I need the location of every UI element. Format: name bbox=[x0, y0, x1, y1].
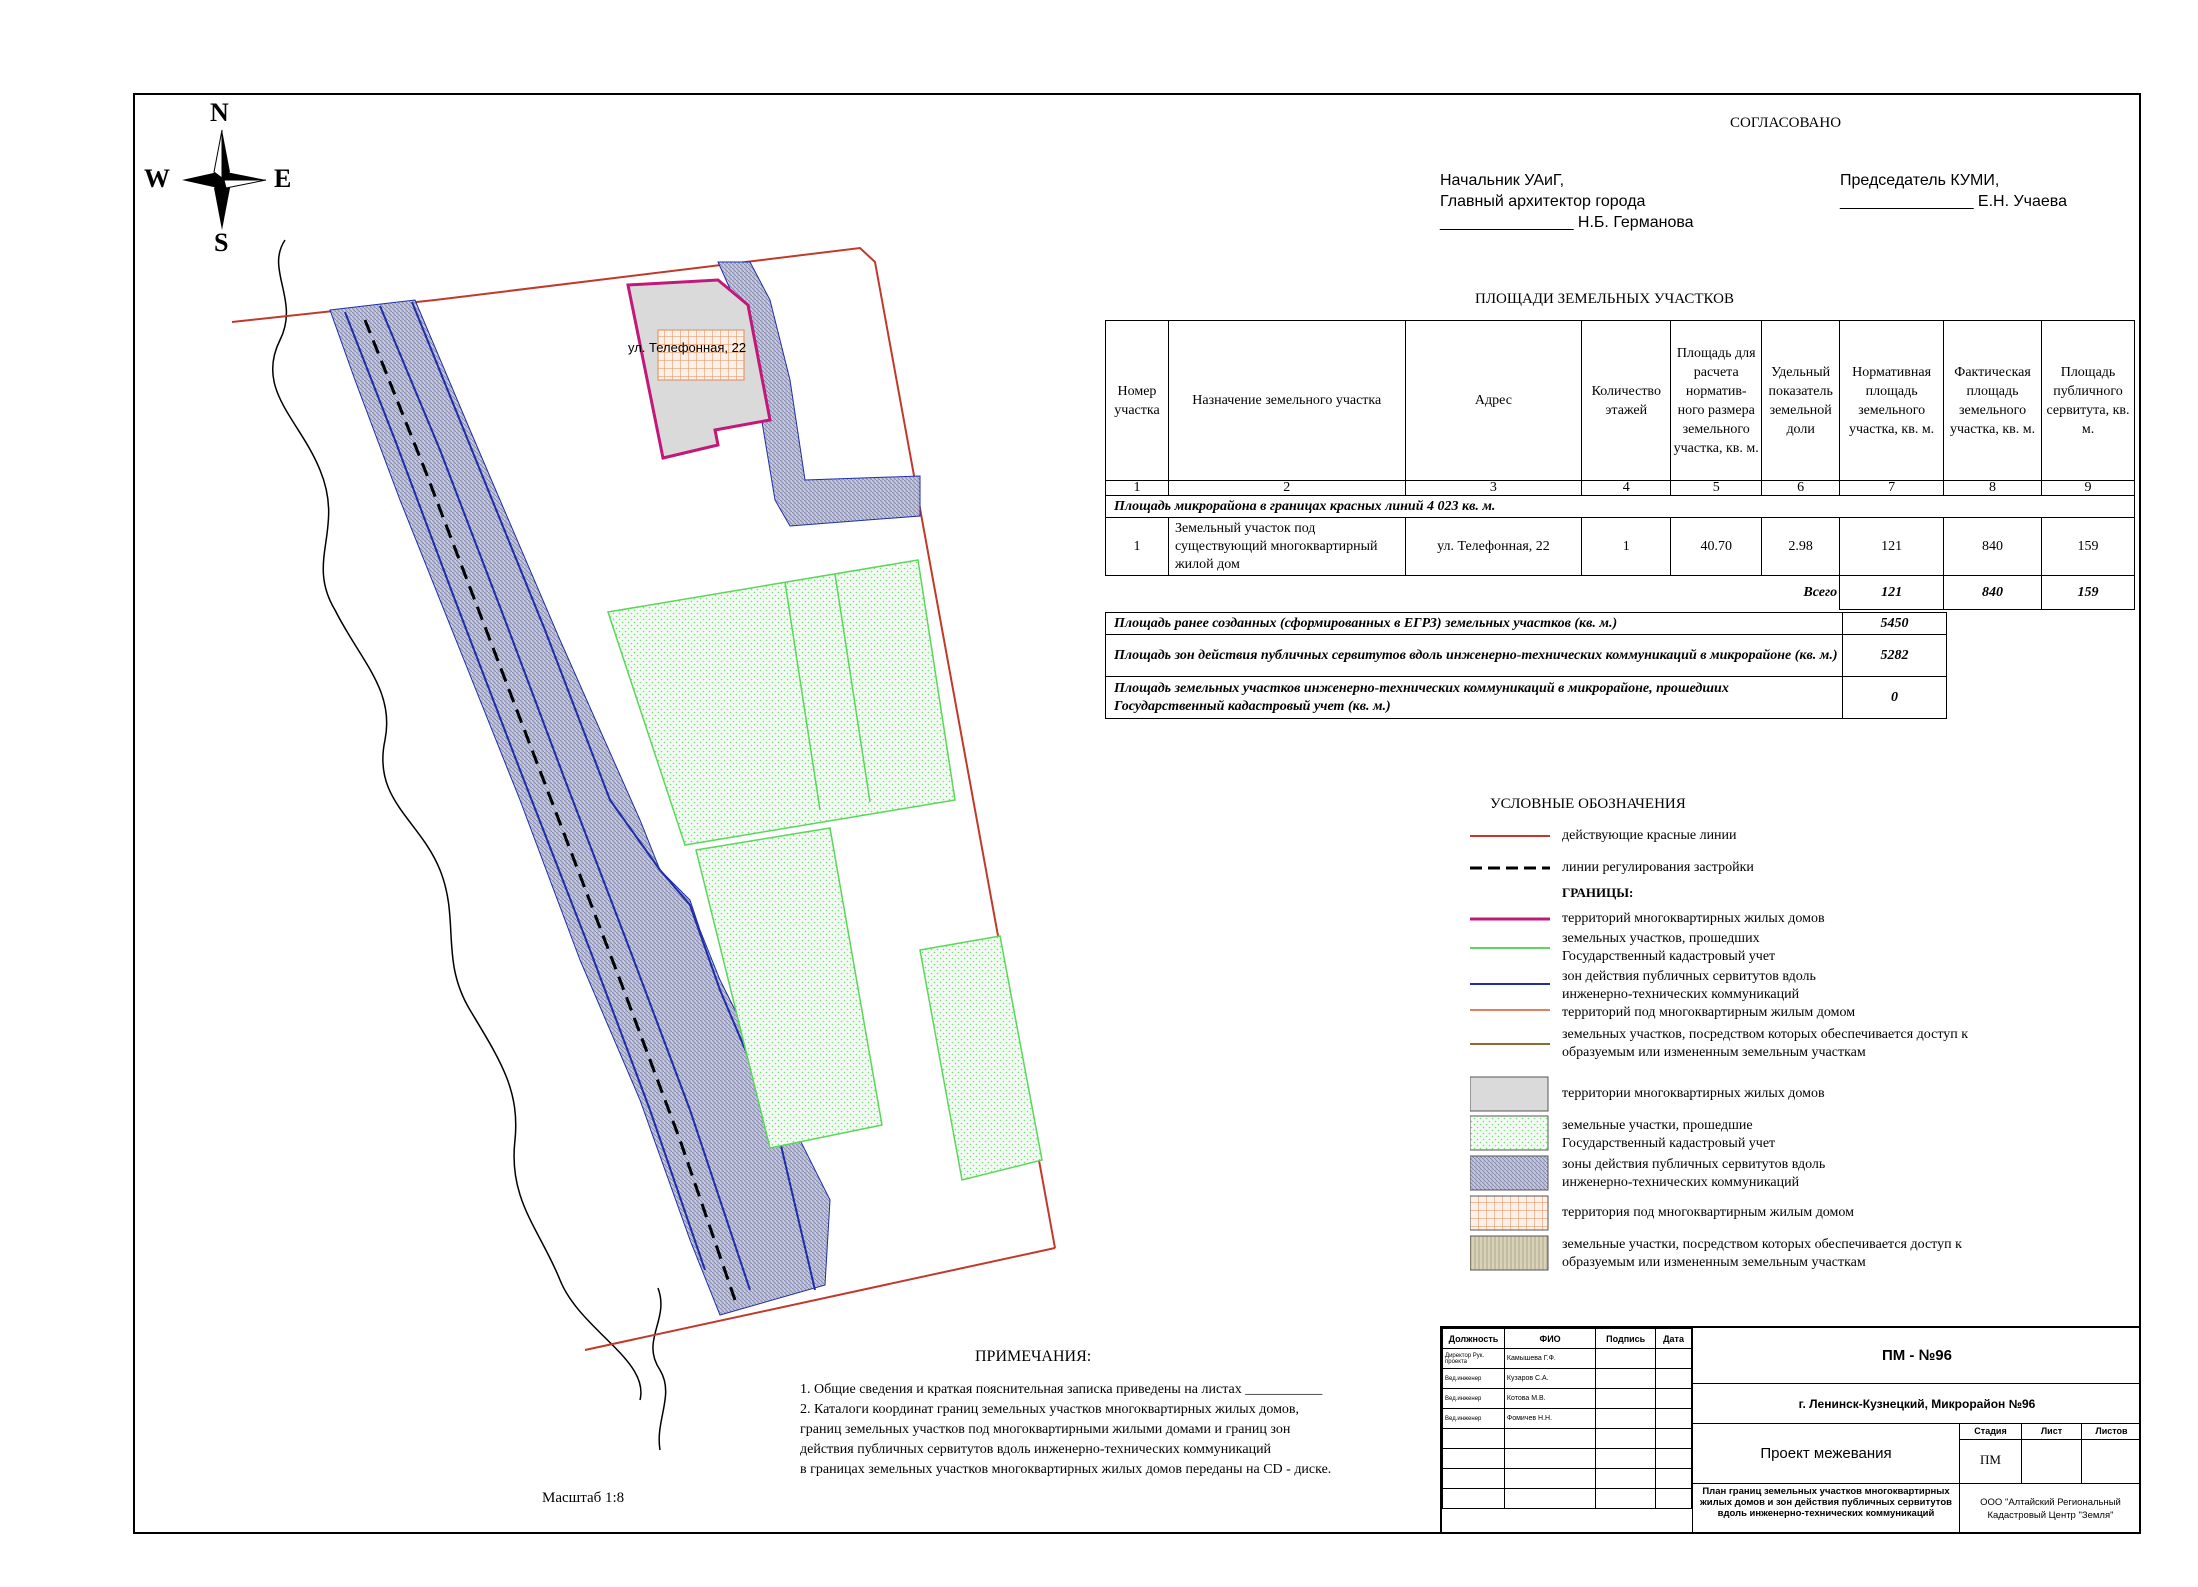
micro-area: Площадь микрорайона в границах красных линий 4 023 кв. м. bbox=[1106, 496, 2135, 518]
stage-header: Листов bbox=[2081, 1424, 2141, 1440]
organization: ООО "Алтайский Региональный Кадастровый Центр "Земля" bbox=[1959, 1484, 2141, 1534]
compass-s: S bbox=[214, 228, 229, 257]
col-number: 7 bbox=[1840, 481, 1944, 496]
legend-red-lines: действующие красные линии bbox=[1562, 828, 1737, 843]
stamp-signatures bbox=[1442, 1328, 1692, 1509]
location-cell bbox=[1692, 1384, 2141, 1424]
col-number: 4 bbox=[1582, 481, 1671, 496]
legend-border-item: территорий многоквартирных жилых домов bbox=[1562, 911, 1825, 926]
summary-value: 5282 bbox=[1843, 635, 1947, 677]
note-line: в границах земельных участков многоквартирных жилых домов переданы на CD - диске. bbox=[800, 1462, 1332, 1477]
summary-label: Площадь земельных участков инженерно-технических коммуникаций в микрорайоне, прошедших Государственный кадастровый учет (кв. м.) bbox=[1106, 677, 1843, 719]
table-row bbox=[1106, 518, 2135, 576]
total-norm: 121 bbox=[1840, 576, 1944, 610]
notes-title: ПРИМЕЧАНИЯ: bbox=[975, 1348, 1092, 1365]
summary-label: Площадь ранее созданных (сформированных в ЕГРЗ) земельных участков (кв. м.) bbox=[1106, 613, 1843, 635]
sheet-value bbox=[2021, 1440, 2081, 1484]
compass-rose bbox=[140, 100, 310, 260]
col-number: 1 bbox=[1106, 481, 1169, 496]
summary-value: 0 bbox=[1843, 677, 1947, 719]
stamp-header: Дата bbox=[1656, 1329, 1692, 1349]
note-line: 1. Общие сведения и краткая пояснительная записка приведены на листах ___________ bbox=[800, 1382, 1323, 1397]
project-title: Проект межевания bbox=[1760, 1445, 1892, 1462]
summary-row bbox=[1106, 613, 1947, 635]
sheets-value bbox=[2081, 1440, 2141, 1484]
legend-regulation-lines: линии регулирования застройки bbox=[1562, 860, 1754, 875]
legend-fill-item: земельные участки, посредством которых обеспечивается доступ к образуемым или измененным земельным участкам bbox=[1562, 1237, 1962, 1270]
legend bbox=[1470, 826, 2090, 1286]
stage-header: Стадия bbox=[1959, 1424, 2021, 1440]
cell-servitude: 159 bbox=[2042, 518, 2135, 576]
stage-cell bbox=[1959, 1424, 2141, 1484]
summary-value: 5450 bbox=[1843, 613, 1947, 635]
legend-fill-item: земельные участки, прошедшие Государственный кадастровый учет bbox=[1562, 1118, 1776, 1151]
col-number: 3 bbox=[1405, 481, 1582, 496]
approval-right-line: _______________ Е.Н. Учаева bbox=[1840, 193, 2067, 210]
cell-fact-area: 840 bbox=[1944, 518, 2042, 576]
summary-label: Площадь зон действия публичных сервитутов вдоль инженерно-технических коммуникаций в микрорайоне (кв. м.) bbox=[1106, 635, 1843, 677]
cell-ratio: 2.98 bbox=[1762, 518, 1840, 576]
legend-border-item: зон действия публичных сервитутов вдоль инженерно-технических коммуникаций bbox=[1562, 969, 1816, 1002]
table-header-row bbox=[1106, 321, 2135, 481]
river-right-bank bbox=[653, 1288, 666, 1450]
cell-floors: 1 bbox=[1582, 518, 1671, 576]
doc-code-cell bbox=[1692, 1328, 2141, 1384]
approval-left-line: Начальник УАиГ, bbox=[1440, 172, 1565, 189]
approval-title: СОГЛАСОВАНО bbox=[1730, 115, 1842, 131]
stage-header: Лист bbox=[2021, 1424, 2081, 1440]
total-servitude: 159 bbox=[2042, 576, 2135, 610]
location: г. Ленинск-Кузнецкий, Микрорайон №96 bbox=[1798, 1396, 2036, 1411]
col-number: 5 bbox=[1671, 481, 1762, 496]
cell-address: ул. Телефонная, 22 bbox=[1405, 518, 1582, 576]
col-header: Номер участка bbox=[1106, 321, 1169, 481]
approval-left bbox=[1440, 170, 1694, 233]
total-fact: 840 bbox=[1944, 576, 2042, 610]
approval-right bbox=[1840, 170, 2067, 212]
legend-swatches bbox=[1470, 826, 1560, 1286]
stamp-role: Директор Рук. проекта bbox=[1443, 1349, 1505, 1369]
stamp-person: Камышева Г.Ф. bbox=[1504, 1349, 1595, 1369]
col-header: Количество этажей bbox=[1582, 321, 1671, 481]
notes-body bbox=[800, 1380, 1331, 1480]
approval-right-line: Председатель КУМИ, bbox=[1840, 172, 2000, 189]
legend-fill-item: зоны действия публичных сервитутов вдоль инженерно-технических коммуникаций bbox=[1562, 1157, 1826, 1190]
stamp-person: Котова М.В. bbox=[1504, 1389, 1595, 1409]
stamp-role: Вед.инженер bbox=[1443, 1369, 1505, 1389]
compass-w: W bbox=[144, 164, 170, 193]
title-block bbox=[1440, 1326, 2141, 1534]
col-header: Фактическая площадь земельного участка, кв. м. bbox=[1944, 321, 2042, 481]
compass-e: E bbox=[274, 164, 292, 193]
legend-title: УСЛОВНЫЕ ОБОЗНАЧЕНИЯ bbox=[1490, 796, 1686, 812]
stamp-header: ФИО bbox=[1504, 1329, 1595, 1349]
address-label: ул. Телефонная, 22 bbox=[628, 340, 747, 355]
stamp-header: Должность bbox=[1443, 1329, 1505, 1349]
col-number: 2 bbox=[1168, 481, 1405, 496]
legend-border-item: земельных участков, посредством которых обеспечивается доступ к образуемым или измененным земельным участкам bbox=[1562, 1027, 1969, 1060]
stamp-header: Подпись bbox=[1596, 1329, 1656, 1349]
stamp-person: Фомичев Н.Н. bbox=[1504, 1409, 1595, 1429]
approval-left-line: Главный архитектор города bbox=[1440, 193, 1646, 210]
note-line: 2. Каталоги координат границ земельных участков многоквартирных жилых домов, bbox=[800, 1402, 1300, 1417]
col-number: 9 bbox=[2042, 481, 2135, 496]
legend-fill-item: территория под многоквартирным жилым домом bbox=[1562, 1205, 1854, 1220]
cell-norm-area: 121 bbox=[1840, 518, 1944, 576]
stamp-role: Вед.инженер bbox=[1443, 1389, 1505, 1409]
areas-table bbox=[1105, 320, 2135, 610]
green-parcel-3 bbox=[920, 936, 1042, 1180]
compass-n: N bbox=[210, 98, 229, 127]
col-header: Назначение земельного участка bbox=[1168, 321, 1405, 481]
scale-label: Масштаб 1:8 bbox=[542, 1490, 625, 1506]
stamp-role: Вед.инженер bbox=[1443, 1409, 1505, 1429]
house-footprint bbox=[658, 330, 744, 380]
total-label: Всего bbox=[1106, 576, 1840, 610]
doc-code: ПМ - №96 bbox=[1881, 1347, 1952, 1364]
col-header: Нормативная площадь земельного участка, кв. м. bbox=[1840, 321, 1944, 481]
legend-fill-item: территории многоквартирных жилых домов bbox=[1562, 1086, 1825, 1101]
project-cell bbox=[1692, 1424, 1959, 1484]
note-line: границ земельных участков под многоквартирными жилыми домами и границ зон bbox=[800, 1422, 1291, 1437]
col-number: 6 bbox=[1762, 481, 1840, 496]
table-number-row bbox=[1106, 481, 2135, 496]
cell-calc-area: 40.70 bbox=[1671, 518, 1762, 576]
areas-table-title: ПЛОЩАДИ ЗЕМЕЛЬНЫХ УЧАСТКОВ bbox=[1475, 291, 1734, 307]
total-row bbox=[1106, 576, 2135, 610]
sheet-title: План границ земельных участков многоквартирных жилых домов и зон действия публичных сервитутов вдоль инженерно-технических коммуникаций bbox=[1692, 1484, 1959, 1534]
approval-left-line: _______________ Н.Б. Германова bbox=[1440, 214, 1694, 231]
legend-border-item: земельных участков, прошедших Государственный кадастровый учет bbox=[1562, 931, 1776, 964]
micro-area-row bbox=[1106, 496, 2135, 518]
summary-row bbox=[1106, 635, 1947, 677]
cell-purpose: Земельный участок под существующий многоквартирный жилой дом bbox=[1168, 518, 1405, 576]
legend-border-item: территорий под многоквартирным жилым домом bbox=[1562, 1005, 1856, 1020]
col-header: Адрес bbox=[1405, 321, 1582, 481]
stage-value: ПМ bbox=[1959, 1440, 2021, 1484]
cell-num: 1 bbox=[1106, 518, 1169, 576]
col-header: Площадь публичного сервитута, кв. м. bbox=[2042, 321, 2135, 481]
col-header: Удельный показатель земельной доли bbox=[1762, 321, 1840, 481]
col-header: Площадь для расчета норматив-ного размера земельного участка, кв. м. bbox=[1671, 321, 1762, 481]
note-line: действия публичных сервитутов вдоль инженерно-технических коммуникаций bbox=[800, 1442, 1272, 1457]
stamp-person: Кузаров С.А. bbox=[1504, 1369, 1595, 1389]
col-number: 8 bbox=[1944, 481, 2042, 496]
legend-borders-title: ГРАНИЦЫ: bbox=[1562, 885, 1634, 900]
green-parcel-1 bbox=[608, 560, 955, 845]
summary-row bbox=[1106, 677, 1947, 719]
summary-table bbox=[1105, 612, 1947, 719]
